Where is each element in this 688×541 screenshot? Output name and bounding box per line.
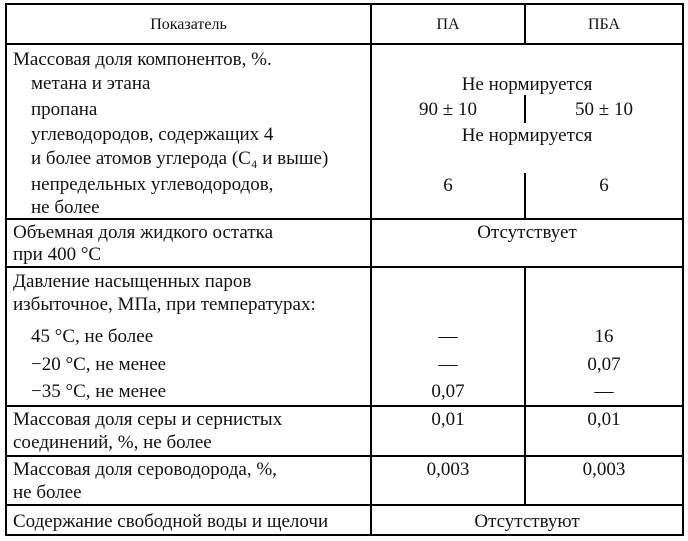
propane-pba: 50 ± 10 — [575, 99, 633, 120]
pressure-45-label: 45 °С, не более — [31, 326, 154, 347]
pressure-20-label: −20 °С, не менее — [31, 354, 167, 375]
sulfur-pa: 0,01 — [431, 409, 465, 430]
pressure-title-line2: избыточное, МПа, при температурах: — [13, 294, 316, 315]
header-pa: ПА — [436, 16, 460, 33]
propane-pa: 90 ± 10 — [419, 99, 477, 120]
header-pba: ПБА — [587, 16, 621, 33]
methane-value: Не нормируется — [461, 74, 593, 95]
pressure-45-pba: 16 — [594, 326, 614, 347]
c4-value: Не нормируется — [461, 125, 593, 146]
liquid-residue-label-line2: при 400 °С — [13, 244, 102, 265]
h2s-pba: 0,003 — [582, 459, 626, 480]
header-divider — [7, 43, 682, 45]
components-title: Массовая доля компонентов, %. — [13, 49, 272, 70]
unsaturated-label-line2: не более — [31, 197, 100, 218]
water-value: Отсутствуют — [474, 511, 580, 532]
unsaturated-pba: 6 — [599, 175, 609, 196]
unsaturated-pa: 6 — [443, 175, 453, 196]
c4-label-line2: и более атомов углерода (C₄ и выше) — [31, 148, 329, 169]
c4-label-line1: углеводородов, содержащих 4 — [31, 124, 274, 145]
pressure-45-pa: — — [438, 326, 458, 347]
spec-table — [5, 3, 684, 536]
water-label: Содержание свободной воды и щелочи — [13, 511, 329, 532]
pressure-35-pba: — — [594, 381, 614, 402]
row-divider — [7, 405, 682, 407]
row-divider — [7, 455, 682, 457]
sulfur-pba: 0,01 — [587, 409, 621, 430]
liquid-residue-label-line1: Объемная доля жидкого остатка — [13, 222, 274, 243]
pressure-20-pba: 0,07 — [587, 354, 621, 375]
h2s-label-line1: Массовая доля сероводорода, %, — [13, 459, 277, 480]
propane-label: пропана — [31, 99, 98, 120]
row-divider — [7, 218, 682, 220]
pressure-35-label: −35 °С, не менее — [31, 381, 167, 402]
methane-label: метана и этана — [31, 73, 151, 94]
sulfur-label-line1: Массовая доля серы и сернистых — [13, 409, 283, 430]
h2s-label-line2: не более — [13, 482, 82, 503]
unsaturated-label-line1: непредельных углеводородов, — [31, 174, 274, 195]
row-divider — [7, 504, 682, 506]
row-divider — [7, 266, 682, 268]
liquid-residue-value: Отсутствует — [477, 222, 577, 243]
h2s-pa: 0,003 — [426, 459, 470, 480]
sulfur-label-line2: соединений, %, не более — [13, 432, 212, 453]
pressure-35-pa: 0,07 — [431, 381, 465, 402]
pressure-title-line1: Давление насыщенных паров — [13, 271, 252, 292]
header-indicator: Показатель — [150, 16, 227, 33]
pressure-20-pa: — — [438, 354, 458, 375]
